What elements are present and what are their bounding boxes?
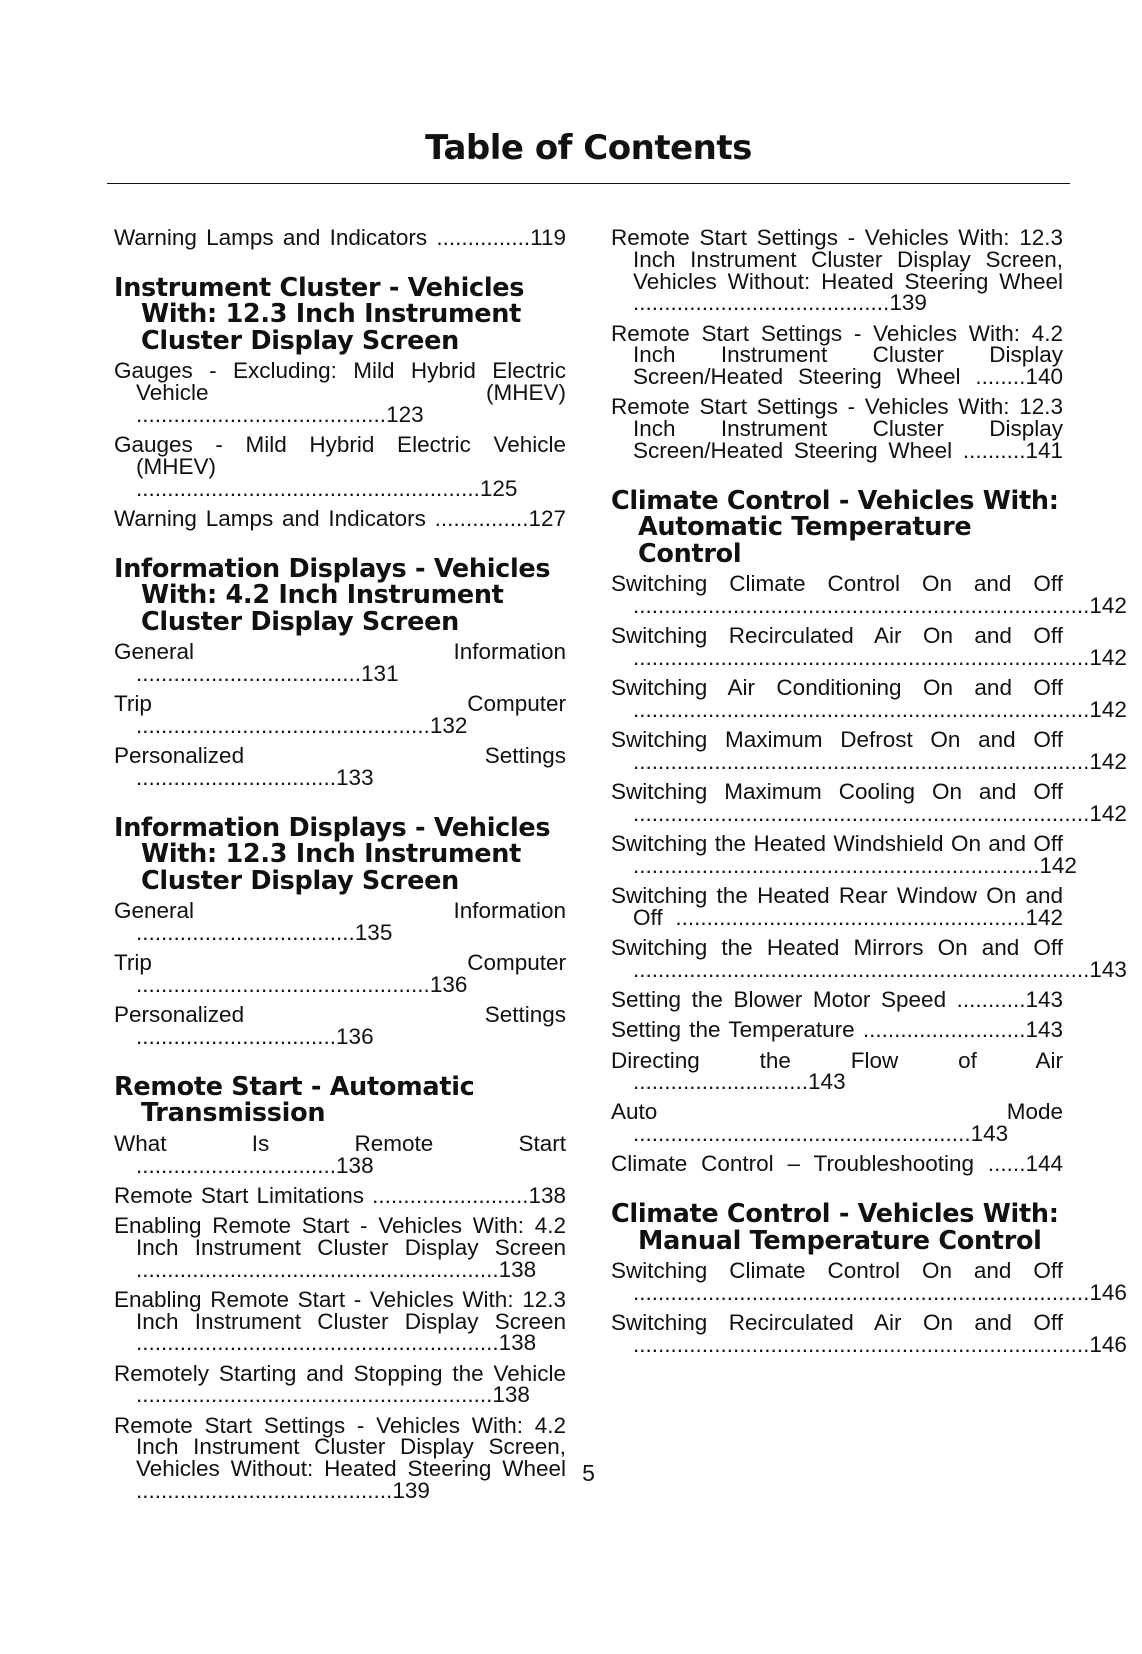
toc-section [114, 227, 566, 249]
toc-entry-label: Remote Start Limitations ......................... [114, 1182, 529, 1208]
toc-entry[interactable] [611, 1101, 1063, 1145]
toc-entry[interactable] [611, 779, 1127, 826]
toc-entry-label: Auto Mode ...................................................... [611, 1099, 1063, 1147]
toc-entry-page: 146 [1089, 1280, 1127, 1306]
toc-entry[interactable] [611, 1258, 1127, 1306]
toc-entry-label: Switching the Heated Rear Window On and Off ........................................................ [611, 883, 1063, 930]
toc-entry-label: Personalized Settings ................................ [114, 743, 566, 790]
toc-entry-label: Remotely Starting and Stopping the Vehicle ......................................................... [114, 1360, 566, 1408]
toc-entry-page: 138 [498, 1256, 537, 1282]
toc-entry-page: 141 [1025, 437, 1063, 463]
toc-entry-page: 138 [492, 1382, 530, 1408]
toc-entry-label: Switching Recirculated Air On and Off ......................................................................... [611, 623, 1090, 671]
section-heading: Instrument Cluster - Vehicles With: 12.3 Inch Instrument Cluster Display Screen [114, 272, 525, 356]
toc-entry[interactable] [611, 935, 1127, 982]
toc-entry-page: 135 [354, 920, 393, 946]
toc-entry-page: 142 [1089, 697, 1127, 723]
toc-section [114, 812, 566, 1049]
toc-entry[interactable] [611, 831, 1077, 878]
toc-entry-label: Remote Start Settings - Vehicles With: 4.2 Inch Instrument Cluster Display Screen/Heated Steering Wheel ........ [611, 320, 1063, 390]
toc-entry[interactable] [114, 1130, 566, 1178]
toc-entry[interactable] [611, 1019, 1063, 1041]
toc-entry-label: Switching Climate Control On and Off ......................................................................... [611, 1258, 1090, 1306]
toc-entry-page: 142 [1089, 593, 1127, 619]
toc-entry[interactable] [114, 1212, 566, 1282]
toc-entry-page: 143 [970, 1121, 1009, 1147]
toc-section [114, 1071, 566, 1503]
toc-entry-label: General Information .................................... [114, 639, 566, 686]
toc-entry-label: Trip Computer ............................................... [114, 950, 566, 997]
toc-entry-label: Climate Control – Troubleshooting ...... [611, 1151, 1026, 1177]
toc-entry[interactable] [611, 623, 1127, 671]
toc-entry-page: 136 [336, 1023, 374, 1049]
toc-entry-page: 143 [1025, 987, 1063, 1013]
toc-entry-label: Remote Start Settings - Vehicles With: 12.3 Inch Instrument Cluster Display Screen, Vehicles Without: Heated Steering Wheel ......................................... [611, 225, 1063, 316]
toc-entry[interactable] [611, 675, 1127, 723]
toc-entry[interactable] [611, 1310, 1127, 1358]
toc-entry-page: 136 [429, 972, 468, 997]
toc-entry-label: Switching Maximum Defrost On and Off ......................................................................... [611, 727, 1090, 774]
toc-entry-page: 142 [1039, 852, 1077, 878]
toc-section [611, 1199, 1127, 1358]
toc-entry-page: 146 [1089, 1332, 1127, 1358]
section-heading: Information Displays - Vehicles With: 12.3 Inch Instrument Cluster Display Screen [114, 812, 551, 896]
toc-entry-page: 123 [386, 401, 424, 427]
toc-entry-page: 143 [1089, 956, 1127, 982]
toc-entry-label: Enabling Remote Start - Vehicles With: 4.2 Inch Instrument Cluster Display Screen .......................................................... [114, 1212, 566, 1282]
toc-entry-page: 133 [336, 764, 374, 790]
toc-entry-label: Warning Lamps and Indicators ............... [114, 225, 531, 250]
toc-entry[interactable] [114, 505, 566, 531]
toc-section [114, 553, 566, 790]
toc-entry-label: Switching Recirculated Air On and Off ......................................................................... [611, 1310, 1090, 1358]
page-number: 5 [582, 1460, 595, 1486]
toc-entry-label: General Information ................................... [114, 898, 566, 946]
toc-entry-page: 142 [1089, 749, 1127, 774]
section-heading: Information Displays - Vehicles With: 4.2 Inch Instrument Cluster Display Screen [114, 553, 551, 637]
toc-entry-label: Gauges - Excluding: Mild Hybrid Electric Vehicle (MHEV) ........................................ [114, 358, 566, 427]
toc-entry-page: 132 [429, 712, 468, 738]
toc-entry[interactable] [114, 952, 566, 996]
toc-entry-label: Trip Computer ............................................... [114, 691, 566, 738]
toc-entry-page: 131 [361, 660, 399, 686]
toc-entry-page: 142 [1089, 645, 1127, 671]
toc-entry-page: 143 [1025, 1017, 1063, 1043]
toc-entry-label: Enabling Remote Start - Vehicles With: 12.3 Inch Instrument Cluster Display Screen .......................................................... [114, 1286, 566, 1356]
toc-entry-label: Switching Maximum Cooling On and Off ......................................................................... [611, 779, 1090, 826]
toc-entry[interactable] [611, 396, 1063, 461]
toc-entry-page: 138 [336, 1152, 374, 1178]
toc-entry-page: 127 [528, 505, 566, 531]
toc-section [114, 272, 566, 531]
toc-entry[interactable] [114, 641, 566, 685]
toc-entry-page: 119 [530, 225, 566, 250]
toc-entry[interactable] [114, 900, 566, 944]
toc-entry-page: 140 [1025, 364, 1063, 390]
toc-left-column [114, 227, 566, 1510]
toc-entry-page: 139 [889, 290, 927, 316]
section-heading: Climate Control - Vehicles With: Automatic Temperature Control [611, 485, 1059, 569]
toc-entry-page: 138 [498, 1330, 537, 1356]
toc-entry-page: 143 [808, 1069, 846, 1095]
toc-entry-label: Gauges - Mild Hybrid Electric Vehicle (MHEV) ....................................................... [114, 432, 566, 501]
page-title: Table of Contents [425, 128, 752, 168]
toc-entry[interactable] [114, 1004, 566, 1048]
toc-entry[interactable] [611, 320, 1063, 390]
toc-entry[interactable] [114, 1182, 566, 1208]
toc-entry[interactable] [611, 989, 1063, 1011]
toc-entry[interactable] [611, 885, 1063, 929]
toc-entry[interactable] [611, 727, 1127, 774]
toc-entry-label: Setting the Blower Motor Speed ........... [611, 987, 1026, 1013]
toc-entry-label: Switching the Heated Mirrors On and Off ......................................................................... [611, 935, 1090, 982]
toc-entry-page: 144 [1025, 1151, 1063, 1177]
toc-entry[interactable] [611, 1047, 1063, 1095]
toc-entry[interactable] [114, 227, 566, 249]
toc-section [611, 485, 1127, 1177]
toc-entry[interactable] [114, 1286, 566, 1356]
toc-entry-label: Switching the Heated Windshield On and Off ................................................................. [611, 831, 1063, 878]
toc-entry-label: Remote Start Settings - Vehicles With: 12.3 Inch Instrument Cluster Display Screen/Heated Steering Wheel .......... [611, 394, 1063, 463]
toc-entry-page: 138 [528, 1182, 566, 1208]
toc-entry[interactable] [611, 571, 1127, 619]
title-divider [107, 183, 1070, 184]
toc-entry[interactable] [114, 360, 566, 425]
toc-entry-label: Switching Air Conditioning On and Off ......................................................................... [611, 675, 1090, 723]
toc-entry[interactable] [114, 745, 566, 789]
section-heading: Remote Start - Automatic Transmission [114, 1071, 475, 1129]
toc-entry[interactable] [611, 1153, 1063, 1175]
toc-entry[interactable] [114, 1360, 566, 1408]
toc-entry-label: What Is Remote Start ................................ [114, 1130, 566, 1178]
toc-section [611, 227, 1063, 462]
toc-right-column [611, 225, 1127, 1364]
toc-entry-page: 142 [1089, 800, 1127, 826]
toc-entry-label: Personalized Settings ................................ [114, 1002, 566, 1049]
toc-entry-page: 125 [479, 475, 518, 501]
toc-entry-label: Setting the Temperature .......................... [611, 1017, 1026, 1043]
toc-entry-label: Switching Climate Control On and Off ......................................................................... [611, 571, 1090, 619]
section-heading: Climate Control - Vehicles With: Manual Temperature Control [611, 1199, 1059, 1256]
toc-entry[interactable] [611, 227, 1063, 314]
toc-entry-page: 142 [1025, 904, 1063, 930]
toc-entry-page: 139 [392, 1477, 430, 1503]
toc-entry-label: Directing the Flow of Air ............................ [611, 1047, 1063, 1095]
toc-entry-label: Remote Start Settings - Vehicles With: 4.2 Inch Instrument Cluster Display Screen, Vehicles Without: Heated Steering Wheel ......................................... [114, 1412, 566, 1503]
toc-entry[interactable] [114, 693, 566, 737]
toc-entry[interactable] [114, 1412, 566, 1503]
toc-entry[interactable] [114, 434, 566, 499]
toc-entry-label: Warning Lamps and Indicators ............... [114, 505, 529, 531]
